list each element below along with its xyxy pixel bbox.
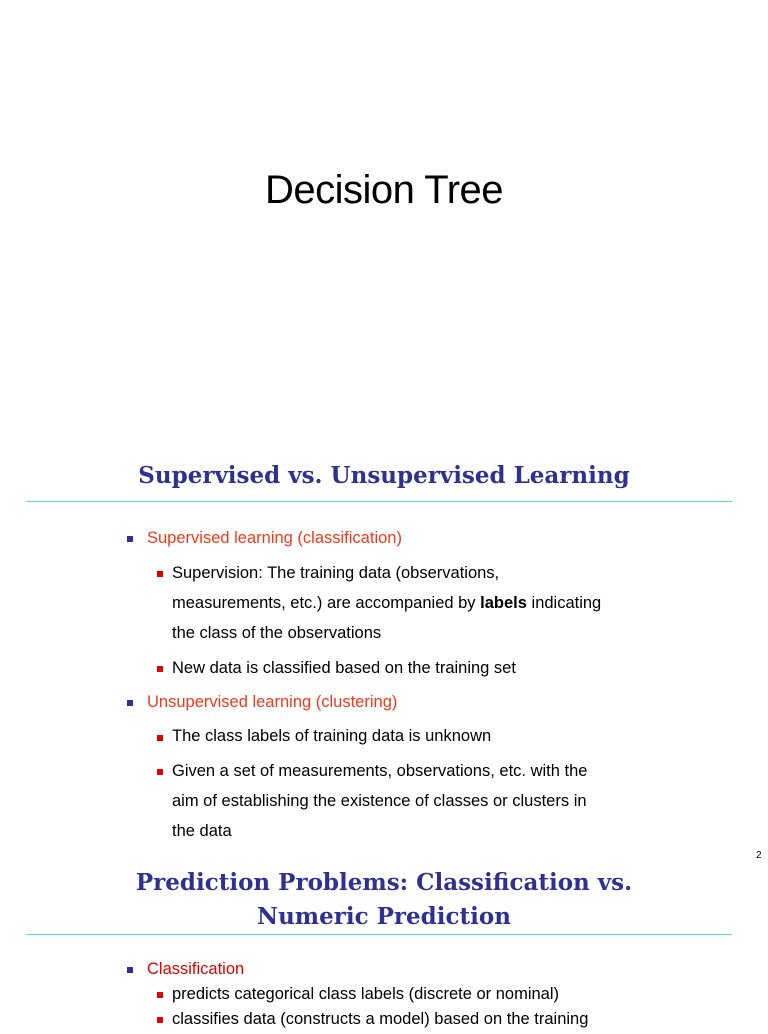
square-bullet-icon [127, 536, 133, 542]
square-bullet-icon [157, 571, 163, 577]
supervision-line-2-tail: indicating [526, 594, 602, 612]
classification-heading: Classification [147, 960, 245, 978]
labels-emphasis: labels [480, 594, 527, 612]
given-line-3: the data [172, 822, 232, 840]
square-bullet-icon [157, 992, 163, 998]
page-number: 2 [756, 850, 762, 861]
supervision-line-1: Supervision: The training data (observations, [172, 564, 500, 582]
square-bullet-icon [127, 967, 133, 973]
supervision-line-2-text: measurements, etc.) are accompanied by [172, 594, 481, 612]
slide-heading-line-2: Numeric Prediction [257, 903, 511, 930]
heading-divider [26, 501, 732, 502]
given-line-2: aim of establishing the existence of classes or clusters in [172, 792, 587, 810]
slide-title: Decision Tree [264, 168, 504, 212]
supervision-line-3: the class of the observations [172, 624, 382, 642]
predicts-item: predicts categorical class labels (discrete or nominal) [172, 985, 559, 1003]
unsupervised-heading: Unsupervised learning (clustering) [147, 693, 398, 711]
supervised-heading: Supervised learning (classification) [147, 529, 402, 547]
square-bullet-icon [157, 1017, 163, 1023]
square-bullet-icon [157, 769, 163, 775]
square-bullet-icon [127, 700, 133, 706]
given-line-1: Given a set of measurements, observations, etc. with the [172, 762, 588, 780]
new-data-item: New data is classified based on the training set [172, 659, 516, 677]
classifies-item: classifies data (constructs a model) based on the training [172, 1010, 589, 1028]
heading-divider [26, 934, 732, 935]
supervision-line-2 [172, 588, 601, 618]
square-bullet-icon [157, 735, 163, 741]
slide-heading: Supervised vs. Unsupervised Learning [138, 462, 630, 489]
unknown-labels-item: The class labels of training data is unknown [172, 727, 492, 745]
slide-heading-line-1: Prediction Problems: Classification vs. [135, 869, 633, 896]
square-bullet-icon [157, 666, 163, 672]
